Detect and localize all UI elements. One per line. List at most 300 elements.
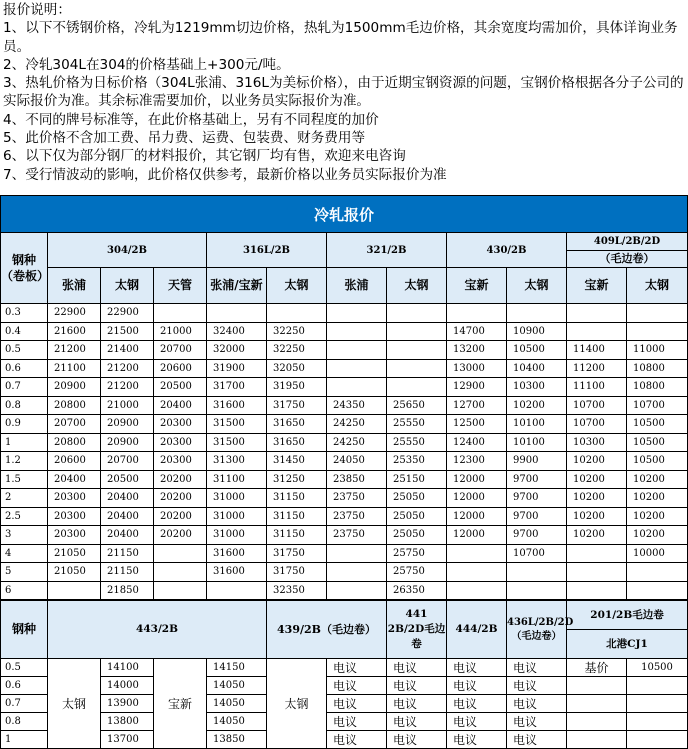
table-row	[1, 489, 688, 508]
price-cell	[154, 581, 207, 600]
note-3: 3、热轧价格为日标价格（304L张浦、316L为美标价格），由于近期宝钢资源的问题，宝钢价格根据各分子公司的实际报价为准。其余标准需要加价，以业务员实际报价为准。	[3, 75, 684, 110]
mill-header: 太钢	[101, 268, 154, 304]
thickness-cell: 1	[1, 731, 48, 749]
price-cell: 31600	[207, 544, 267, 563]
price-cell: 9700	[507, 489, 567, 508]
price-cell	[154, 563, 207, 582]
price-cell: 10200	[567, 507, 627, 526]
price-cell	[327, 359, 387, 378]
price-cell: 31750	[267, 563, 327, 582]
price-cell: 20800	[48, 396, 101, 415]
price-cell: 24250	[327, 433, 387, 452]
base-price-label: 基价	[567, 659, 627, 677]
grade-header-409l	[567, 233, 688, 268]
price-cell: 电议	[327, 713, 387, 731]
price-cell	[507, 304, 567, 323]
price-cell: 26350	[387, 581, 447, 600]
price-cell: 21050	[48, 563, 101, 582]
price-cell	[387, 304, 447, 323]
price-cell: 13850	[207, 731, 267, 749]
price-cell	[447, 304, 507, 323]
price-cell	[507, 581, 567, 600]
price-cell: 31750	[267, 544, 327, 563]
price-cell: 32350	[267, 581, 327, 600]
grade-header-430: 430/2B	[447, 233, 567, 268]
table-row	[1, 396, 688, 415]
special-grade-price-table	[0, 600, 688, 749]
mill-header: 太钢	[267, 268, 327, 304]
price-cell: 电议	[447, 713, 507, 731]
price-cell: 13700	[101, 731, 154, 749]
table-row	[1, 526, 688, 545]
price-cell	[567, 304, 627, 323]
price-cell: 12000	[447, 507, 507, 526]
price-cell: 10200	[567, 489, 627, 508]
thickness-cell: 0.8	[1, 396, 48, 415]
note-6: 6、以下仅为部分钢厂的材料报价，其它钢厂均有售，欢迎来电咨询	[3, 148, 406, 165]
grade-header-443: 443/2B	[48, 601, 267, 659]
price-cell	[447, 563, 507, 582]
price-cell: 20400	[48, 470, 101, 489]
price-cell: 电议	[387, 677, 447, 695]
thickness-cell: 0.8	[1, 713, 48, 731]
price-cell: 10500	[507, 341, 567, 360]
price-cell: 10000	[627, 544, 688, 563]
price-cell: 31000	[207, 489, 267, 508]
price-cell: 9700	[507, 470, 567, 489]
price-cell: 21100	[48, 359, 101, 378]
price-cell	[327, 544, 387, 563]
price-cell: 10200	[567, 470, 627, 489]
grade-header-201-name: 201/2B毛边卷	[567, 601, 687, 630]
price-cell: 31150	[267, 526, 327, 545]
price-cell: 25050	[387, 489, 447, 508]
grade-header-321: 321/2B	[327, 233, 447, 268]
price-cell: 电议	[447, 677, 507, 695]
price-cell	[627, 304, 688, 323]
price-cell	[327, 378, 387, 397]
note-1: 1、以下不锈钢价格，冷轧为1219mm切边价格，热轧为1500mm毛边价格，其余宽度均需加价，具体详询业务员。	[3, 20, 678, 55]
price-cell	[447, 544, 507, 563]
table-row	[1, 563, 688, 582]
table-row	[1, 452, 688, 471]
price-cell: 32400	[207, 322, 267, 341]
price-cell: 电议	[387, 731, 447, 749]
price-cell: 21050	[48, 544, 101, 563]
thickness-cell: 0.5	[1, 341, 48, 360]
table-row	[1, 695, 688, 713]
price-cell: 21600	[48, 322, 101, 341]
price-cell: 12000	[447, 526, 507, 545]
price-cell: 11200	[567, 359, 627, 378]
price-cell: 13000	[447, 359, 507, 378]
table-row	[1, 544, 688, 563]
price-cell: 10700	[507, 544, 567, 563]
price-cell: 21200	[101, 359, 154, 378]
price-cell: 25150	[387, 470, 447, 489]
price-cell: 电议	[447, 659, 507, 677]
thickness-cell: 0.6	[1, 359, 48, 378]
mill-header: 张浦/宝新	[207, 268, 267, 304]
price-cell: 21000	[154, 322, 207, 341]
thickness-cell: 5	[1, 563, 48, 582]
price-cell: 31650	[267, 433, 327, 452]
price-cell: 31150	[267, 507, 327, 526]
price-cell: 20300	[48, 489, 101, 508]
mill-header: 宝新	[447, 268, 507, 304]
price-cell	[567, 581, 627, 600]
price-cell: 12000	[447, 489, 507, 508]
mill-cell: 宝新	[154, 659, 207, 749]
price-cell: 14150	[207, 659, 267, 677]
price-cell	[207, 581, 267, 600]
table-row	[1, 677, 688, 695]
price-cell: 10500	[627, 415, 688, 434]
price-cell: 10200	[627, 507, 688, 526]
price-cell: 20300	[48, 507, 101, 526]
price-cell: 23850	[327, 470, 387, 489]
mill-header: 太钢	[387, 268, 447, 304]
price-cell: 10400	[507, 359, 567, 378]
table-row	[1, 341, 688, 360]
thickness-cell: 2	[1, 489, 48, 508]
grade-header-436l: 436L/2B/2D（毛边卷）	[507, 601, 567, 659]
price-cell: 电议	[447, 695, 507, 713]
base-price-value: 10500	[627, 659, 688, 677]
note-5: 5、此价格不含加工费、吊力费、运费、包装费、财务费用等	[3, 130, 366, 147]
thickness-cell: 0.9	[1, 415, 48, 434]
price-cell: 32050	[267, 359, 327, 378]
price-cell: 20700	[48, 415, 101, 434]
cold-rolled-price-table	[0, 195, 688, 600]
price-cell	[48, 581, 101, 600]
price-cell: 20400	[154, 396, 207, 415]
price-cell: 31900	[207, 359, 267, 378]
price-cell: 10200	[567, 452, 627, 471]
price-cell: 20400	[101, 489, 154, 508]
price-cell	[627, 581, 688, 600]
empty-cell	[627, 677, 688, 695]
empty-cell	[567, 731, 627, 749]
price-cell	[154, 304, 207, 323]
price-cell: 20500	[101, 470, 154, 489]
grade-header-201-mill: 北港CJ1	[606, 638, 648, 650]
price-cell: 21200	[48, 341, 101, 360]
price-cell: 10700	[627, 396, 688, 415]
price-cell: 20300	[48, 526, 101, 545]
notes-heading: 报价说明：	[3, 2, 71, 18]
price-cell: 31500	[207, 433, 267, 452]
table-row	[1, 581, 688, 600]
price-cell	[567, 563, 627, 582]
thickness-cell: 3	[1, 526, 48, 545]
price-cell: 25350	[387, 452, 447, 471]
empty-cell	[567, 695, 627, 713]
thickness-cell: 0.7	[1, 695, 48, 713]
table-row	[1, 359, 688, 378]
price-cell	[207, 304, 267, 323]
price-cell: 10500	[627, 433, 688, 452]
price-cell: 20600	[154, 359, 207, 378]
price-cell: 20900	[101, 433, 154, 452]
price-cell	[327, 322, 387, 341]
price-cell: 14700	[447, 322, 507, 341]
price-cell: 12300	[447, 452, 507, 471]
price-cell: 10500	[627, 452, 688, 471]
price-cell	[447, 581, 507, 600]
price-cell: 20400	[101, 526, 154, 545]
price-cell: 32250	[267, 322, 327, 341]
price-cell: 10100	[507, 433, 567, 452]
grade-corner-header-2: 钢种	[1, 601, 48, 659]
price-cell: 31500	[207, 415, 267, 434]
note-2: 2、冷轧304L在304的价格基础上+300元/吨。	[3, 56, 290, 73]
thickness-cell: 0.6	[1, 677, 48, 695]
thickness-cell: 1.5	[1, 470, 48, 489]
grade-header-316l: 316L/2B	[207, 233, 327, 268]
price-cell	[387, 341, 447, 360]
price-cell: 31700	[207, 378, 267, 397]
price-cell: 10700	[567, 396, 627, 415]
price-cell: 25050	[387, 507, 447, 526]
price-cell	[387, 378, 447, 397]
price-cell: 14050	[207, 713, 267, 731]
thickness-cell: 0.5	[1, 659, 48, 677]
price-cell: 10100	[507, 415, 567, 434]
price-cell: 21000	[101, 396, 154, 415]
grade-header-409l-name: 409L/2B/2D	[567, 233, 687, 251]
price-cell: 电议	[507, 677, 567, 695]
thickness-cell: 1.2	[1, 452, 48, 471]
grade-corner-header: 钢种（卷板）	[1, 233, 48, 304]
empty-cell	[567, 677, 627, 695]
mill-cell: 太钢	[267, 659, 327, 749]
price-cell: 20900	[48, 378, 101, 397]
price-cell: 14050	[207, 677, 267, 695]
price-cell: 21150	[101, 544, 154, 563]
price-cell	[327, 341, 387, 360]
price-cell: 24350	[327, 396, 387, 415]
price-cell: 20200	[154, 489, 207, 508]
table-row	[1, 659, 688, 677]
price-cell: 23750	[327, 489, 387, 508]
price-cell: 电议	[507, 713, 567, 731]
price-cell: 31000	[207, 507, 267, 526]
price-cell: 25650	[387, 396, 447, 415]
price-cell: 25550	[387, 433, 447, 452]
price-cell: 9700	[507, 526, 567, 545]
price-cell: 21150	[101, 563, 154, 582]
empty-cell	[627, 731, 688, 749]
note-4: 4、不同的牌号标准等，在此价格基础上，另有不同程度的加价	[3, 111, 379, 128]
price-cell: 20800	[48, 433, 101, 452]
price-cell	[387, 359, 447, 378]
grade-header-201	[567, 601, 688, 659]
price-cell: 电议	[387, 659, 447, 677]
price-cell: 20400	[101, 507, 154, 526]
price-cell: 12500	[447, 415, 507, 434]
price-cell: 20900	[101, 415, 154, 434]
price-cell	[567, 322, 627, 341]
price-cell: 电议	[327, 659, 387, 677]
table-row	[1, 507, 688, 526]
price-cell: 25550	[387, 415, 447, 434]
price-cell	[627, 563, 688, 582]
price-cell: 20200	[154, 470, 207, 489]
price-cell: 21500	[101, 322, 154, 341]
price-cell	[327, 304, 387, 323]
price-cell: 32250	[267, 341, 327, 360]
table-row	[1, 415, 688, 434]
table-row	[1, 470, 688, 489]
price-cell: 31100	[207, 470, 267, 489]
price-cell: 12700	[447, 396, 507, 415]
price-cell: 电议	[327, 731, 387, 749]
price-cell: 10800	[627, 359, 688, 378]
table-row	[1, 322, 688, 341]
table-row	[1, 378, 688, 397]
price-cell: 10200	[627, 470, 688, 489]
price-cell: 10200	[567, 526, 627, 545]
price-cell: 10300	[567, 433, 627, 452]
price-cell: 12400	[447, 433, 507, 452]
price-cell: 31000	[207, 526, 267, 545]
price-cell	[154, 544, 207, 563]
price-cell: 电议	[447, 731, 507, 749]
price-cell: 10900	[507, 322, 567, 341]
price-cell: 20500	[154, 378, 207, 397]
price-cell: 25750	[387, 544, 447, 563]
price-cell: 11400	[567, 341, 627, 360]
price-cell: 31450	[267, 452, 327, 471]
price-cell: 10200	[507, 396, 567, 415]
price-notes	[0, 0, 684, 195]
price-cell: 电议	[507, 731, 567, 749]
table-row	[1, 304, 688, 323]
table-row	[1, 731, 688, 749]
thickness-cell: 0.4	[1, 322, 48, 341]
price-cell: 31150	[267, 489, 327, 508]
price-cell	[327, 581, 387, 600]
table-row	[1, 433, 688, 452]
price-cell: 20300	[154, 433, 207, 452]
price-cell: 21200	[101, 378, 154, 397]
price-cell: 25050	[387, 526, 447, 545]
thickness-cell: 0.3	[1, 304, 48, 323]
price-cell: 电议	[327, 677, 387, 695]
thickness-cell: 6	[1, 581, 48, 600]
price-cell: 10800	[627, 378, 688, 397]
price-cell: 31600	[207, 563, 267, 582]
price-cell: 21400	[101, 341, 154, 360]
empty-cell	[567, 713, 627, 731]
price-cell: 11000	[627, 341, 688, 360]
mill-cell: 太钢	[48, 659, 101, 749]
price-cell: 12000	[447, 470, 507, 489]
price-cell: 24050	[327, 452, 387, 471]
price-cell: 23750	[327, 507, 387, 526]
thickness-cell: 2.5	[1, 507, 48, 526]
price-cell: 31250	[267, 470, 327, 489]
thickness-cell: 1	[1, 433, 48, 452]
price-cell: 23750	[327, 526, 387, 545]
thickness-cell: 4	[1, 544, 48, 563]
price-cell: 11100	[567, 378, 627, 397]
price-cell	[507, 563, 567, 582]
price-cell: 20700	[154, 341, 207, 360]
price-cell: 24250	[327, 415, 387, 434]
price-cell: 20300	[154, 415, 207, 434]
price-cell: 9700	[507, 507, 567, 526]
empty-cell	[627, 695, 688, 713]
grade-header-439: 439/2B（毛边卷）	[267, 601, 387, 659]
price-cell: 电议	[507, 695, 567, 713]
price-cell: 10200	[627, 489, 688, 508]
price-cell: 20200	[154, 507, 207, 526]
price-cell: 10700	[567, 415, 627, 434]
price-cell: 电议	[387, 713, 447, 731]
price-cell: 14050	[207, 695, 267, 713]
price-cell	[267, 304, 327, 323]
thickness-cell: 0.7	[1, 378, 48, 397]
empty-cell	[627, 713, 688, 731]
price-cell: 13900	[101, 695, 154, 713]
price-cell	[327, 563, 387, 582]
mill-header: 太钢	[627, 268, 688, 304]
price-cell: 12900	[447, 378, 507, 397]
price-cell: 电议	[507, 659, 567, 677]
mill-header: 张浦	[327, 268, 387, 304]
price-cell: 21850	[101, 581, 154, 600]
price-cell: 20300	[154, 452, 207, 471]
price-cell: 31750	[267, 396, 327, 415]
price-cell	[627, 322, 688, 341]
mill-header: 天管	[154, 268, 207, 304]
price-cell: 22900	[48, 304, 101, 323]
price-cell: 13800	[101, 713, 154, 731]
price-cell: 电议	[387, 695, 447, 713]
price-cell	[567, 544, 627, 563]
note-7: 7、受行情波动的影响，此价格仅供参考，最新价格以业务员实际报价为准	[3, 166, 447, 183]
price-cell: 14100	[101, 659, 154, 677]
price-cell: 14000	[101, 677, 154, 695]
price-cell: 31950	[267, 378, 327, 397]
price-cell: 10300	[507, 378, 567, 397]
price-cell: 31650	[267, 415, 327, 434]
table-row	[1, 713, 688, 731]
grade-header-304: 304/2B	[48, 233, 207, 268]
price-cell: 20600	[48, 452, 101, 471]
grade-header-409l-note: （毛边卷）	[599, 252, 655, 265]
grade-header-444: 444/2B	[447, 601, 507, 659]
price-cell: 10200	[627, 526, 688, 545]
price-cell: 22900	[101, 304, 154, 323]
price-cell: 电议	[327, 695, 387, 713]
price-cell: 31300	[207, 452, 267, 471]
price-cell: 31600	[207, 396, 267, 415]
price-cell: 32000	[207, 341, 267, 360]
price-cell: 13200	[447, 341, 507, 360]
price-cell	[387, 322, 447, 341]
grade-header-441: 441 2B/2D毛边卷	[387, 601, 447, 659]
price-cell: 9900	[507, 452, 567, 471]
mill-header: 张浦	[48, 268, 101, 304]
price-cell: 20700	[101, 452, 154, 471]
cold-rolled-title: 冷轧报价	[1, 196, 688, 233]
mill-header: 宝新	[567, 268, 627, 304]
price-cell: 20200	[154, 526, 207, 545]
price-cell: 25750	[387, 563, 447, 582]
